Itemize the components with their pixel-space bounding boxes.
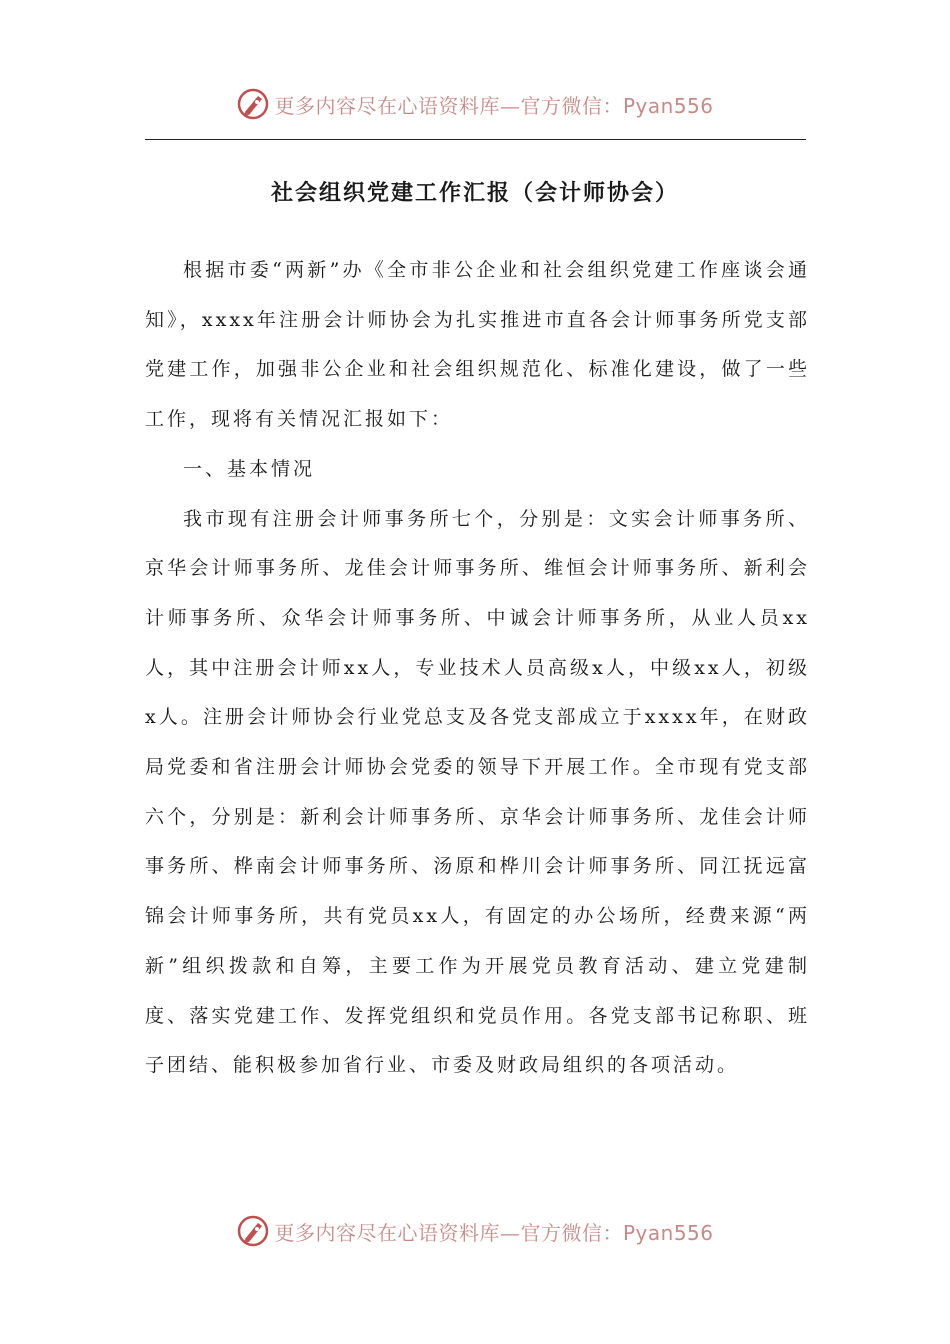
pen-logo-icon [236,1214,270,1248]
pen-logo-icon [236,87,270,121]
watermark-text: 更多内容尽在心语资料库—官方微信：Pyan556 [274,1220,714,1245]
watermark-banner-top [0,84,950,124]
paragraph-basic-situation: 我市现有注册会计师事务所七个，分别是：文实会计师事务所、京华会计师事务所、龙佳会计师事务所、维恒会计师事务所、新利会计师事务所、众华会计师事务所、中诚会计师事务所，从业人员xx人，其中注册会计师xx人，专业技术人员高级x人，中级xx人，初级x人。注册会计师协会行业党总支及各党支部成立于xxxx年，在财政局党委和省注册会计师协会党委的领导下开展工作。全市现有党支部六个，分别是：新利会计师事务所、京华会计师事务所、龙佳会计师事务所、桦南会计师事务所、汤原和桦川会计师事务所、同江抚远富锦会计师事务所，共有党员xx人，有固定的办公场所，经费来源“两新”组织拨款和自筹，主要工作为开展党员教育活动、建立党建制度、落实党建工作、发挥党组织和党员作用。各党支部书记称职、班子团结、能积极参加省行业、市委及财政局组织的各项活动。 [145,507,810,1077]
watermark-text: 更多内容尽在心语资料库—官方微信：Pyan556 [274,93,714,118]
watermark-banner-bottom [0,1211,950,1251]
paragraph-intro: 根据市委“两新”办《全市非公企业和社会组织党建工作座谈会通知》，xxxx年注册会计师协会为扎实推进市直各会计师事务所党支部党建工作，加强非公企业和社会组织规范化、标准化建设，做了一些工作，现将有关情况汇报如下： [145,259,810,431]
header-divider [145,139,806,140]
section-heading-basic-situation: 一、基本情况 [183,457,316,480]
document-title: 社会组织党建工作汇报（会计师协会） [270,181,679,206]
document-body [145,246,810,1091]
